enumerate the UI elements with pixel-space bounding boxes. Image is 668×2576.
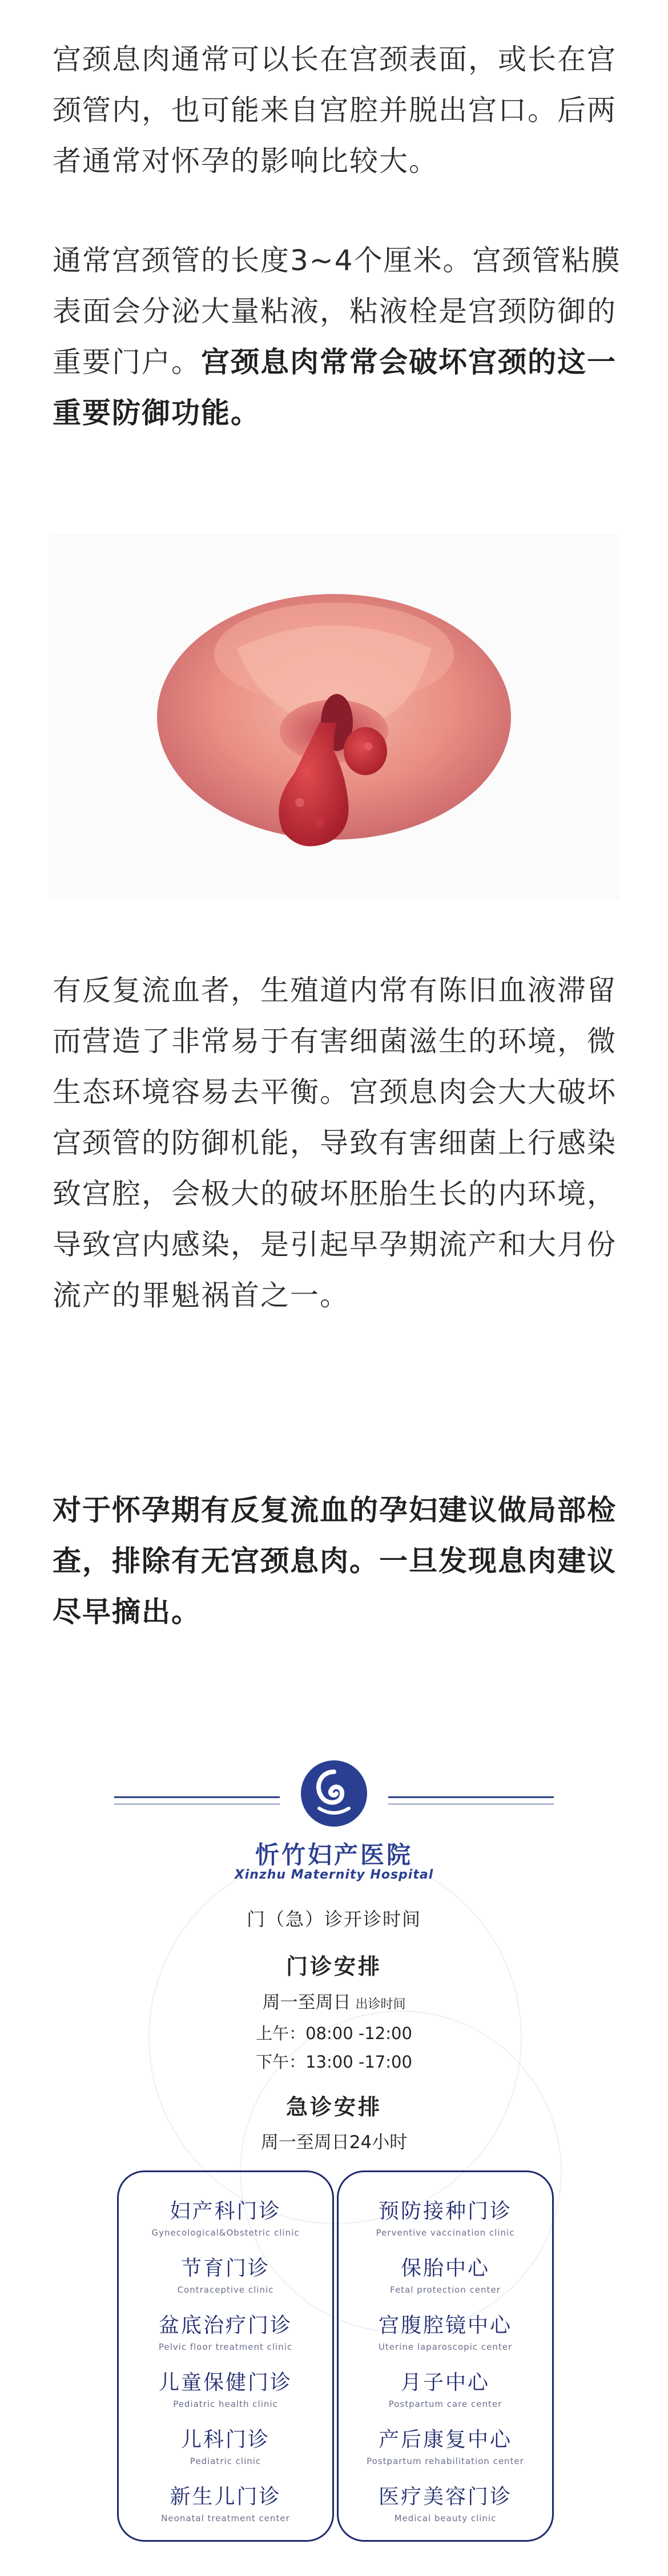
department-name: 新生儿门诊 xyxy=(170,2485,281,2509)
department-name-en: Medical beauty clinic xyxy=(394,2513,497,2523)
department-name: 妇产科门诊 xyxy=(170,2200,281,2223)
department-name-en: Postpartum rehabilitation center xyxy=(367,2456,524,2466)
hospital-logo-icon xyxy=(300,1759,368,1828)
paragraph-cervical-canal-bold: 宫颈息肉常常会破坏宫颈的这一重要防御功能。 xyxy=(53,346,617,430)
paragraph-infection-risk: 有反复流血者，生殖道内常有陈旧血液滞留而营造了非常易于有害细菌滋生的环境，微生态环境容易去平衡。宫颈息肉会大大破坏宫颈管的防御机能，导致有害细菌上行感染致宫腔，会极大的破坏胚胎生长的内环境，导致宫内感染，是引起早孕期流产和大月份流产的罪魁祸首之一。 xyxy=(53,974,617,1312)
paragraph-recommendation: 对于怀孕期有反复流血的孕妇建议做局部检查，排除有无宫颈息肉。一旦发现息肉建议尽早摘出。 xyxy=(53,1494,617,1628)
emergency-hours: 周一至周日24小时 xyxy=(260,2132,408,2153)
department-item xyxy=(119,2423,332,2466)
department-item xyxy=(119,2195,332,2238)
emergency-title: 急诊安排 xyxy=(285,2094,382,2120)
department-name: 医疗美容门诊 xyxy=(378,2485,512,2509)
department-name: 预防接种门诊 xyxy=(378,2200,512,2223)
outpatient-days-text: 周一至周日 xyxy=(262,1992,351,2013)
outpatient-days xyxy=(0,1988,668,2013)
department-item xyxy=(339,2481,552,2523)
paragraph-cervical-canal-normal: 通常宫颈管的长度3~4个厘米。宫颈管粘膜表面会分泌大量粘液，粘液栓是宫颈防御的重要门户。 xyxy=(53,244,621,379)
department-name: 保胎中心 xyxy=(400,2257,490,2280)
departments-left-panel xyxy=(117,2170,334,2542)
department-item xyxy=(339,2309,552,2352)
department-item xyxy=(119,2481,332,2523)
department-name-en: Uterine laparoscopic center xyxy=(378,2342,513,2352)
paragraph-cervical-canal xyxy=(53,235,623,439)
department-name: 产后康复中心 xyxy=(378,2428,512,2451)
department-name: 宫腹腔镜中心 xyxy=(378,2314,512,2337)
department-name-en: Perventive vaccination clinic xyxy=(376,2228,515,2238)
outpatient-title: 门诊安排 xyxy=(285,1954,382,1979)
morning-hours: 上午：08:00 -12:00 xyxy=(256,2024,412,2043)
department-item xyxy=(339,2195,552,2238)
department-name-en: Pelvic floor treatment clinic xyxy=(158,2342,293,2352)
department-name-en: Gynecological&Obstetric clinic xyxy=(151,2228,300,2238)
hospital-footer xyxy=(0,1725,668,2576)
department-name-en: Fetal protection center xyxy=(390,2285,501,2295)
paragraph-intro: 宫颈息肉通常可以长在宫颈表面，或长在宫颈管内，也可能来自宫腔并脱出宫口。后两者通常对怀孕的影响比较大。 xyxy=(53,43,617,178)
department-name: 儿科门诊 xyxy=(180,2428,270,2451)
hospital-name-cn: 忻竹妇产医院 xyxy=(255,1841,413,1869)
departments-right-panel xyxy=(337,2170,554,2542)
outpatient-days-note: 出诊时间 xyxy=(355,1997,406,2012)
department-name: 月子中心 xyxy=(400,2371,490,2394)
department-name-en: Pediatric health clinic xyxy=(173,2399,278,2409)
department-item xyxy=(119,2309,332,2352)
hospital-name-en: Xinzhu Maternity Hospital xyxy=(234,1868,434,1882)
department-name-en: Pediatric clinic xyxy=(190,2456,261,2466)
department-name: 儿童保健门诊 xyxy=(158,2371,292,2394)
hours-title: 门（急）诊开诊时间 xyxy=(246,1908,421,1930)
department-name: 节育门诊 xyxy=(180,2257,270,2280)
department-item xyxy=(119,2366,332,2409)
department-name-en: Neonatal treatment center xyxy=(161,2513,290,2523)
department-item xyxy=(119,2252,332,2295)
department-item xyxy=(339,2423,552,2466)
divider-left xyxy=(114,1796,280,1798)
afternoon-hours: 下午：13:00 -17:00 xyxy=(256,2052,412,2072)
department-name-en: Contraceptive clinic xyxy=(177,2285,274,2295)
department-name: 盆底治疗门诊 xyxy=(158,2314,292,2337)
cervical-polyp-illustration xyxy=(49,534,619,900)
department-item xyxy=(339,2252,552,2295)
department-item xyxy=(339,2366,552,2409)
divider-right xyxy=(388,1796,554,1798)
department-name-en: Postpartum care center xyxy=(388,2399,502,2409)
